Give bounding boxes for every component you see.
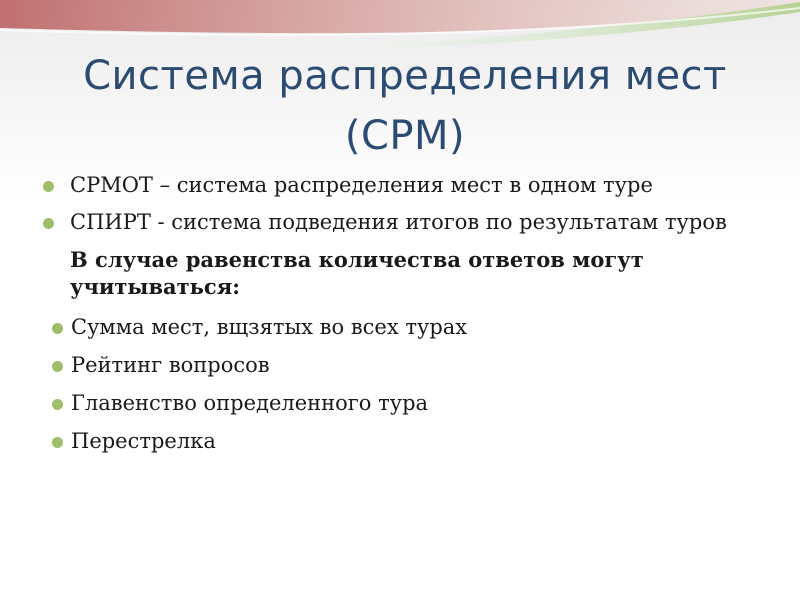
bullet-dot-icon [52, 399, 63, 410]
criteria-item [40, 314, 760, 341]
bullet-text: СРМОТ – система распределения мест в одном туре [70, 173, 653, 197]
title-line-2: (СРМ) [344, 113, 466, 159]
bullet-item [40, 172, 760, 199]
criteria-text: Главенство определенного тура [71, 391, 429, 415]
criteria-item [40, 428, 760, 455]
bullet-dot-icon [52, 437, 63, 448]
criteria-text: Перестрелка [71, 429, 216, 453]
bullet-item [40, 209, 760, 236]
criteria-text: Рейтинг вопросов [71, 353, 270, 377]
criteria-text: Сумма мест, вщзятых во всех турах [71, 315, 468, 339]
title-line-1: Система распределения мест [83, 53, 727, 99]
bullet-dot-icon [43, 181, 54, 192]
bullet-dot-icon [52, 323, 63, 334]
bullet-text: СПИРТ - система подведения итогов по результатам туров [70, 210, 727, 234]
bullet-dot-icon [43, 218, 54, 229]
slide-title [40, 46, 770, 166]
bullet-list [40, 172, 760, 466]
bullet-dot-icon [52, 361, 63, 372]
criteria-item [40, 390, 760, 417]
tiebreak-note [40, 246, 760, 300]
criteria-item [40, 352, 760, 379]
note-text: В случае равенства количества ответов могут учитываться: [70, 247, 644, 299]
